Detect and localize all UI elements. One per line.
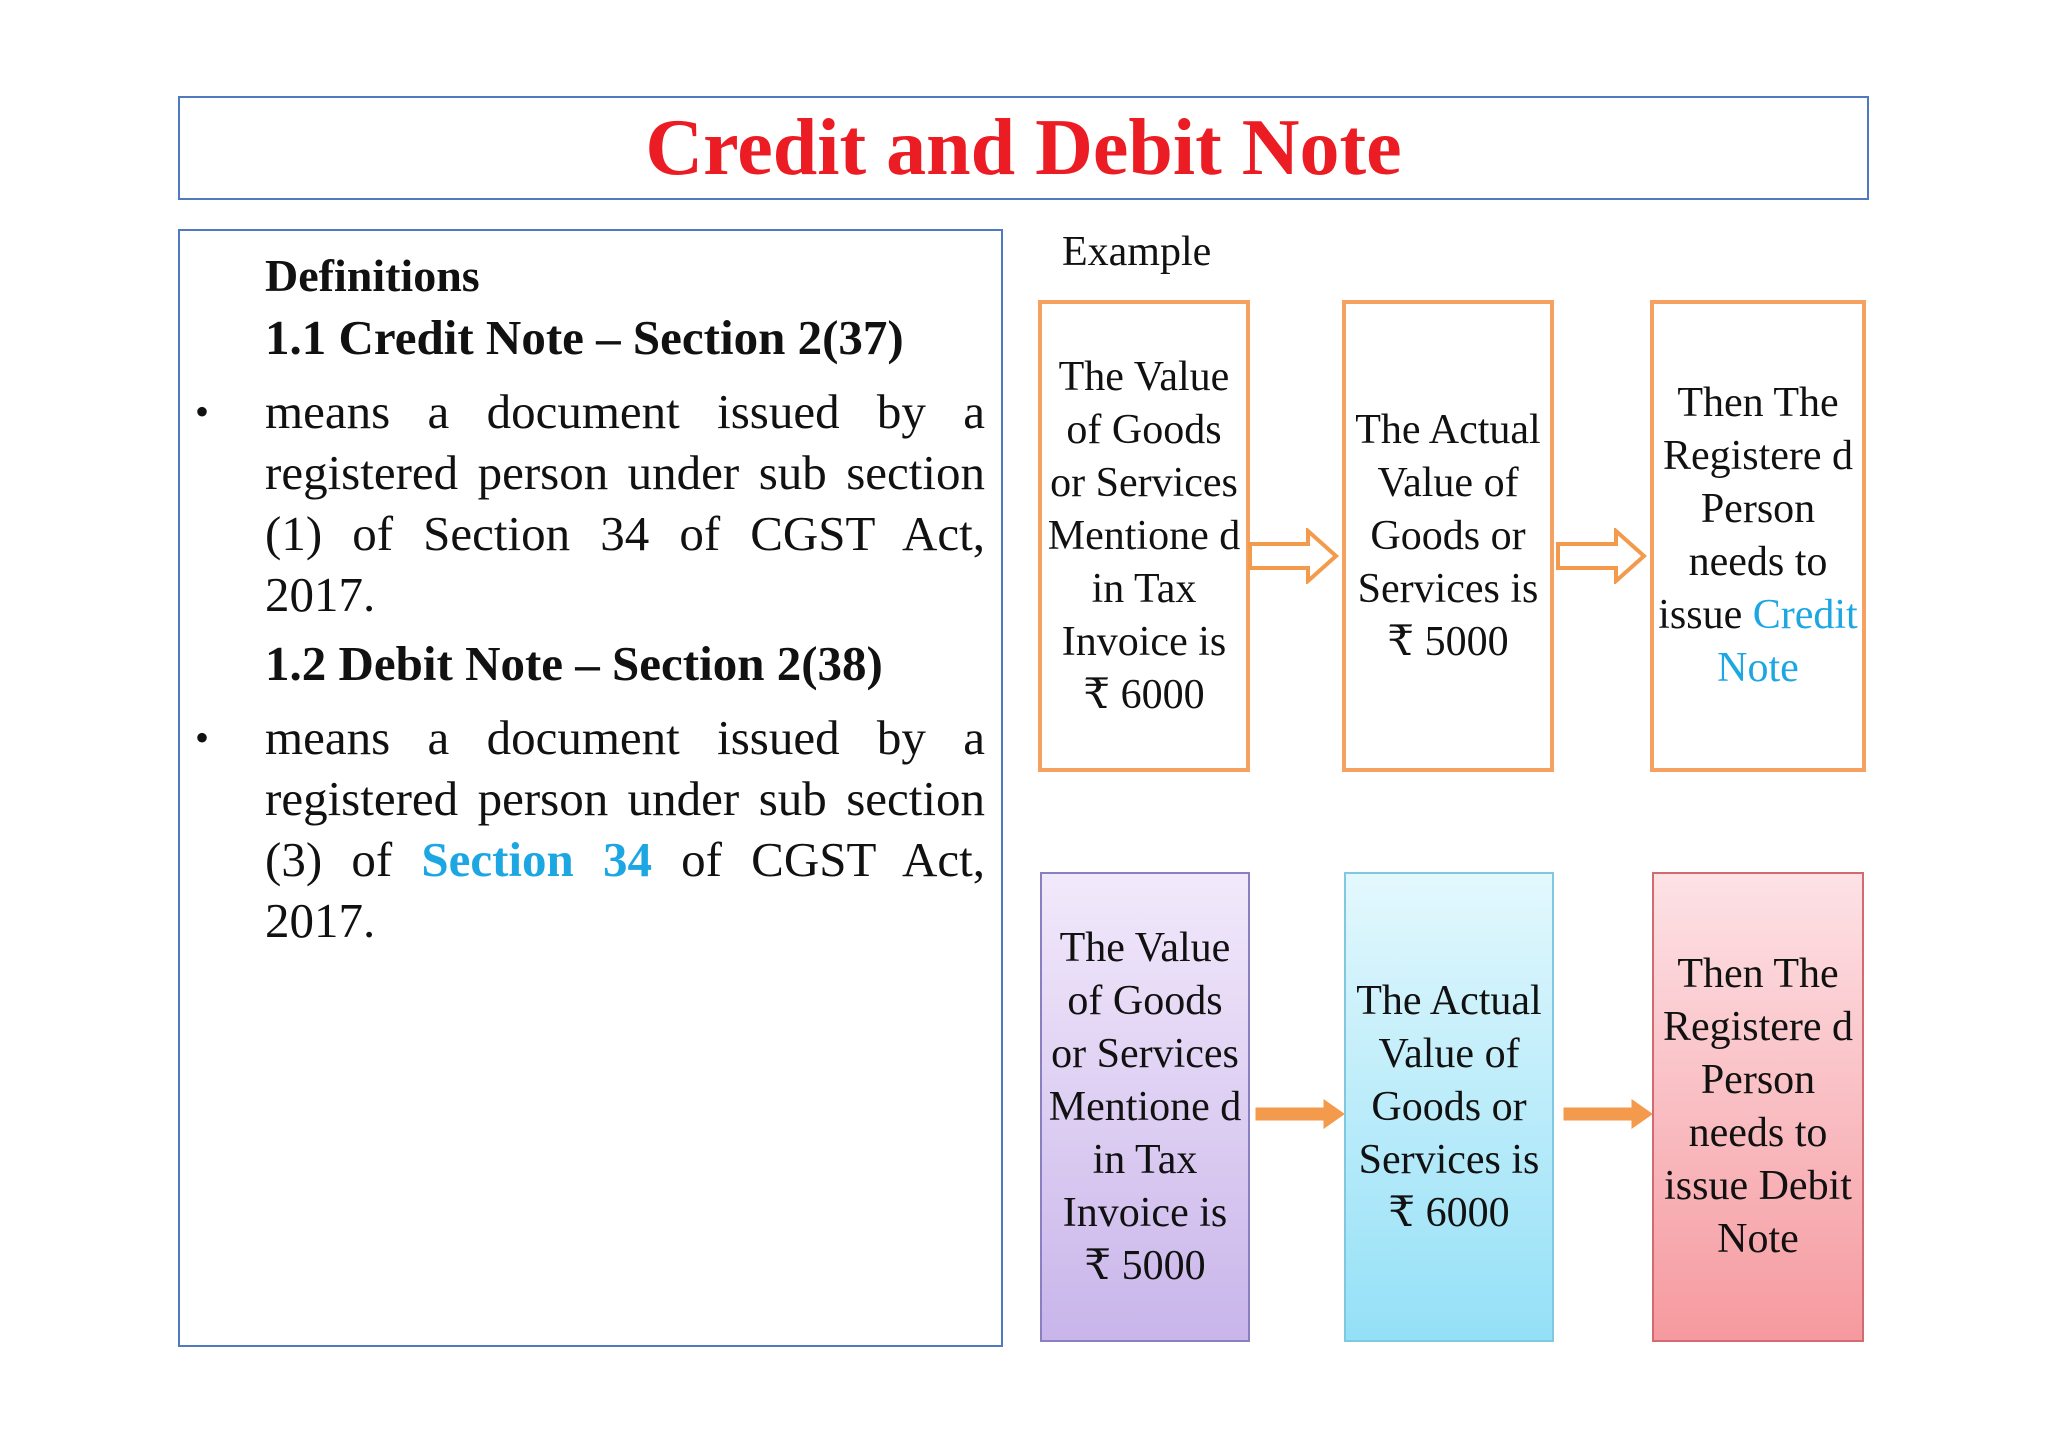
example-label: Example bbox=[1062, 229, 1212, 275]
debit-note-heading: 1.2 Debit Note – Section 2(38) bbox=[265, 636, 883, 691]
page-title: Credit and Debit Note bbox=[645, 104, 1402, 192]
bullet-icon: • bbox=[195, 389, 210, 434]
debit-box-result-text: Then The Registere d Person needs to issue Debit Note bbox=[1662, 951, 1854, 1262]
debit-box-invoice-value-text: The Value of Goods or Services Mentione d in Tax Invoice is ₹ 5000 bbox=[1048, 924, 1242, 1289]
bullet-icon: • bbox=[195, 715, 210, 760]
credit-note-highlight: Credit Note bbox=[1717, 592, 1858, 691]
credit-box-invoice-value bbox=[1038, 300, 1250, 772]
definitions-heading: Definitions bbox=[265, 250, 480, 301]
debit-note-text-after: of CGST Act, 2017. bbox=[265, 832, 985, 948]
debit-box-result bbox=[1652, 872, 1864, 1342]
credit-box-actual-value-text: The Actual Value of Goods or Services is ₹ 5000 bbox=[1355, 406, 1541, 665]
debit-note-definition bbox=[265, 707, 985, 951]
credit-box-result bbox=[1650, 300, 1866, 772]
debit-note-text-before: means a document issued by a registered person under sub section (3) of bbox=[265, 710, 985, 887]
debit-box-invoice-value bbox=[1040, 872, 1250, 1342]
credit-note-definition: means a document issued by a registered person under sub section (1) of Section 34 of CGST Act, 2017. bbox=[265, 384, 985, 622]
debit-arrow-2-icon bbox=[1562, 1098, 1654, 1130]
section-34-link[interactable]: Section 34 bbox=[421, 832, 652, 887]
credit-arrow-1-icon bbox=[1248, 528, 1340, 584]
credit-box-actual-value bbox=[1342, 300, 1554, 772]
credit-arrow-2-icon bbox=[1556, 528, 1648, 584]
definitions-content bbox=[195, 245, 985, 951]
debit-box-actual-value bbox=[1344, 872, 1554, 1342]
credit-box-invoice-value-text: The Value of Goods or Services Mentione d in Tax Invoice is ₹ 6000 bbox=[1047, 353, 1241, 718]
definitions-panel bbox=[178, 229, 1003, 1347]
credit-note-heading: 1.1 Credit Note – Section 2(37) bbox=[265, 310, 904, 365]
debit-box-actual-value-text: The Actual Value of Goods or Services is ₹ 6000 bbox=[1356, 977, 1542, 1236]
credit-box-result-main: Then The Registere d Person needs to issue bbox=[1658, 380, 1854, 638]
credit-note-bullet bbox=[195, 381, 985, 625]
credit-box-result-text bbox=[1654, 377, 1862, 695]
debit-note-bullet bbox=[195, 707, 985, 951]
debit-arrow-1-icon bbox=[1254, 1098, 1346, 1130]
title-box bbox=[178, 96, 1869, 200]
